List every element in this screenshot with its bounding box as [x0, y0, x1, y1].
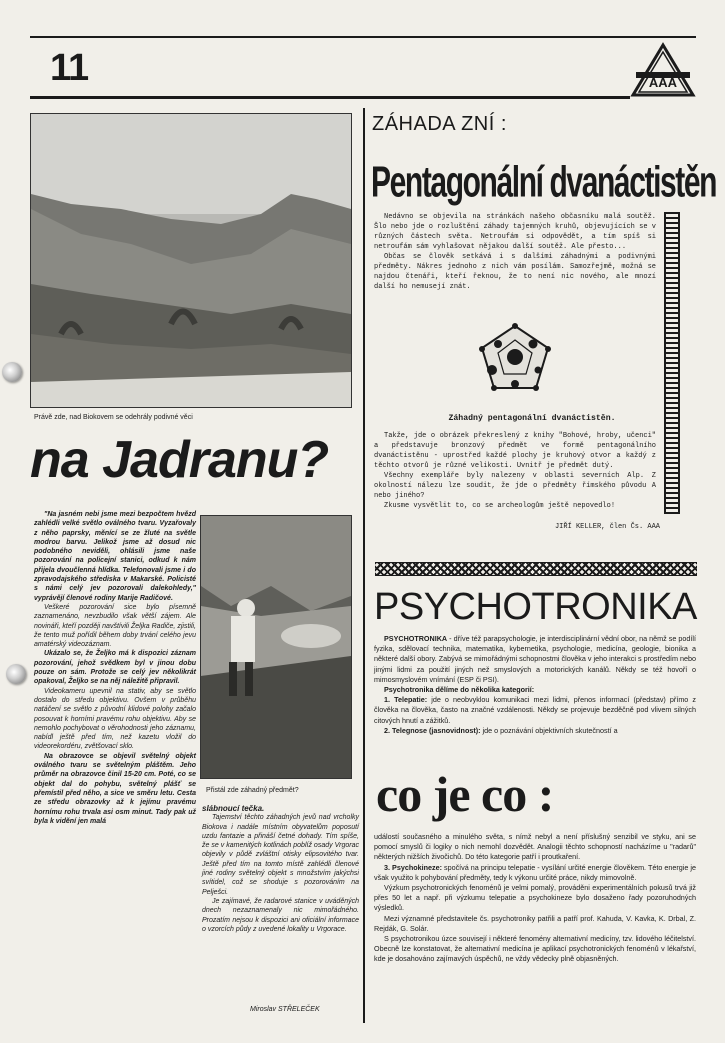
cat1-lead: 1. Telepatie:	[384, 695, 428, 705]
cat1-text: jde o neobvyklou komunikaci mezi lidmi, přenos informací (představ) přímo z člověka na člověka, často na značné vzdálenosti. Někdy se projevuje bezděčně pod vlivem silných citových hnutí a zážitků.	[374, 695, 696, 725]
p1-text: - dříve též parapsychologie, je interdisciplinární vědní obor, na němž se podílí fyzika, sdělovací technika, matematika, kybernetika, psychologie, medicína, geologie, bionika a některé další obory. Zabývá se mimořádnými schopnostmi člověka v jeho interakci s prostředím nebo jinými lidmi za použití jiných než smyslových a motorických kanálů. Někdy se též hovoří o mimosmyslovém vnímání (ESP či PSI).	[374, 634, 696, 684]
intro-para-2: Občas se člověk setkává i s dalšími záhadnými a podivnými předměty. Nákres jednoho z nich vám posílám. Samozřejmě, možná se najdou čtenáři, kteří řeknou, že to není nic nového, ale mnozí další ho nemusejí znát.	[374, 253, 656, 291]
signature: JIŘÍ KELLER, člen Čs. AAA	[554, 523, 660, 531]
pentagon-intro	[374, 212, 656, 292]
para-research: Výzkum psychotronických fenoménů je velmi pomalý, prováděni experimentálních pokusů trvá již přes 50 let a např. při výzkumu telepatie a psychokineze bylo dosaženo řady pozoruhodných výsledků.	[374, 883, 696, 913]
dodecahedron-drawing	[476, 322, 554, 394]
col1-para-3: Ukázalo se, že Željko má k dispozici záznam pozorování, jehož svědkem byl v jinou dobu pouze on sám. Protože se celý jev několikrát opakoval, Željko se na něj náležitě připravil.	[34, 650, 196, 686]
author-byline: Miroslav STŘELEČEK	[250, 1006, 320, 1013]
binder-hole-top	[2, 362, 22, 382]
cat2-lead: 2. Telegnose (jasnovidnost):	[384, 725, 481, 735]
article-column-2	[202, 804, 359, 934]
photo2-caption: Přistál zde záhadný předmět?	[206, 787, 299, 794]
column-divider	[363, 108, 365, 1023]
para-medicine: S psychotronikou úzce souvisejí i některé fenomény alternativní medicíny, tzv. lidového léčitelství. Obecně lze konstatovat, že alternativní medicína je aplikací psychotronických fenoménů v lékařství, kde je dosahováno zajímavých úspěchů, ne vždy vědecky plně objasněných.	[374, 934, 696, 964]
headline-na-jadranu: na Jadranu?	[30, 431, 329, 489]
body-para-3: Zkusme vysvětlit to, co se archeologům ještě nepovedlo!	[384, 502, 616, 510]
kicker-zahada-zni: ZÁHADA ZNÍ :	[372, 113, 507, 135]
binder-hole-bottom	[6, 664, 26, 684]
psychotronika-continued	[374, 832, 696, 965]
title-pentagonal: Pentagonální dvanáctistěn	[371, 158, 717, 207]
cat2-text: jde o poznávání objektivních skutečností a	[480, 725, 618, 735]
col1-para-5: Na obrazovce se objevil světelný objekt oválného tvaru se světelným pláštěm. Jeho průměr na obrazovce činil 15-20 cm. Poté, co se objekt dal do pohybu, světelný plášť se přemístil před něho, a sice ve směru letu. Cesta ze středu obrazovky až k jejímu pravému hornímu rohu trvala asi osm minut. Tady pak už byla k vidění jen malá	[34, 752, 196, 825]
aaa-logo	[630, 42, 696, 100]
para-people: Mezi významné představitele čs. psychotroniky patřili a patří prof. Kahuda, V. Kavka, K. Drbal, Z. Rejdák, G. Solár.	[374, 913, 696, 933]
photo-biokovo-mountains	[30, 113, 352, 408]
heading-co-je-co: co je co :	[376, 766, 554, 822]
logo-text: AAA	[648, 75, 678, 90]
cat3-lead: 3. Psychokineze:	[384, 862, 442, 872]
page-number: 11	[50, 47, 89, 89]
col2-lead: slábnoucí tečka.	[202, 804, 265, 813]
intro-para-1: Nedávno se objevila na stránkách našeho občasníku malá soutěž. Šlo nebo jde o rozluštění záhady tajemných kruhů, objevujících se v různých částech světa. Netroufám si odpovědět, a tím spíš si netroufám sám vyhlašovat nějakou další soutěž. Ale přesto...	[374, 213, 656, 251]
photo1-caption: Právě zde, nad Biokovem se odehrály podivné věci	[34, 414, 193, 421]
psychotronika-intro	[374, 634, 696, 736]
body-para-1: Takže, jde o obrázek překreslený z knihy "Bohové, hroby, učenci" a představuje bronzový předmět ve formě pentagonálního dvanáctistěnu - uprostřed každé plochy je kruhový otvor a každý z těchto otvorů je různé velikosti. Uvnitř je předmět dutý.	[374, 432, 656, 470]
p1-lead: PSYCHOTRONIKA	[384, 634, 448, 643]
col1-para-2: Veškeré pozorování sice bylo písemně zaznamenáno, nevzbudilo však větší zájem. Ale novináři, kteří později navštívili Željka Radiče, zjistili, že tento muž pořídil během doby trvání celého jevu amatérský videozáznam.	[34, 603, 196, 649]
col1-para-1: "Na jasném nebi jsme mezi bezpočtem hvězd zahlédli velké světlo oválného tvaru. Vyzařovaly z něho paprsky, měnící se ze žluté na světle modrou barvu. Jelikož jsme až dosud nic podobného neviděli, ohlásili jsme naše pozorování na policejní stanici, odkud k nám přijela dvoučlenná hlídka. Telefonovali jsme i do zpravodajského střediska v Makarské. Policisté s námi celý jev pozorovali dalekohledy," vyprávějí členové rodiny Marije Radičové.	[34, 511, 196, 602]
cat2-cont: událostí současného a minulého světa, s nímž nebyl a není příslušný senzibil ve styku, ani se pomocí smyslů či logiky o nich nemohl dozvědět. Analogii těchto schopností nacházíme u "radarů" některých nižších živočichů. Do této kategorie patří i proutkaření.	[374, 832, 696, 862]
checkered-separator	[375, 562, 697, 576]
header-bottom-rule	[30, 96, 630, 99]
figure-caption: Záhadný pentagonální dvanáctistěn.	[448, 414, 616, 423]
pentagon-body	[374, 431, 656, 511]
cat3-text: spočívá na principu telepatie - vysílání určité energie člověkem. Této energie je však využito k pohybování předměty, tedy k výkonu určité práce, nikdy mimovolně.	[374, 862, 696, 882]
col1-para-4: Videokameru upevnil na stativ, aby se světlo dostalo do středu objektivu. Ovšem v průběhu natáčení se světlo z původní klidové polohy začalo posouvat k horními pravému rohu objektivu. Aby se nemohlo pochybovat o věrohodnosti jeho záznamu, nabídl ještě před tím, než kazetu vložil do videorekordéru, zvětšovací sklo.	[34, 687, 196, 751]
col2-para-2: Je zajímavé, že radarové stanice v uváděných dnech nezaznamenaly nic mimořádného. Prozatím nejsou k dispozici ani oficiální informace o vzorcích půdy z uvedené lokality u Vrgorace.	[202, 897, 359, 933]
header-top-rule	[30, 36, 696, 38]
body-para-2: Všechny exempláře byly nalezeny v oblasti severních Alp. Z okolností nálezu lze soudit, že jde o předměty římského původu A nebo jiného?	[374, 472, 656, 500]
categories-heading: Psychotronika dělíme do několika kategorií:	[384, 685, 535, 695]
decorative-strip	[664, 212, 680, 514]
col2-para-1: Tajemství těchto záhadných jevů nad vrcholky Biokova i nadále místním obyvatelům poposutí uzdu fantazie a přináší četné dohady. Tím spíše, že se v kamenitých kotlinách poblíž osady Vrgorac objevily v půdě zvláštní otisky elipsovitého tvar. Ještě před tím na tomto místě zahlédli členové jiné rodiny světelný objekt s množstvím jakýchsi svítidel, což se shoduje s pozorováním na Pelješci.	[202, 814, 359, 896]
photo-landing-site	[200, 515, 352, 779]
title-psychotronika: PSYCHOTRONIKA	[374, 586, 697, 628]
article-column-1	[34, 510, 196, 826]
